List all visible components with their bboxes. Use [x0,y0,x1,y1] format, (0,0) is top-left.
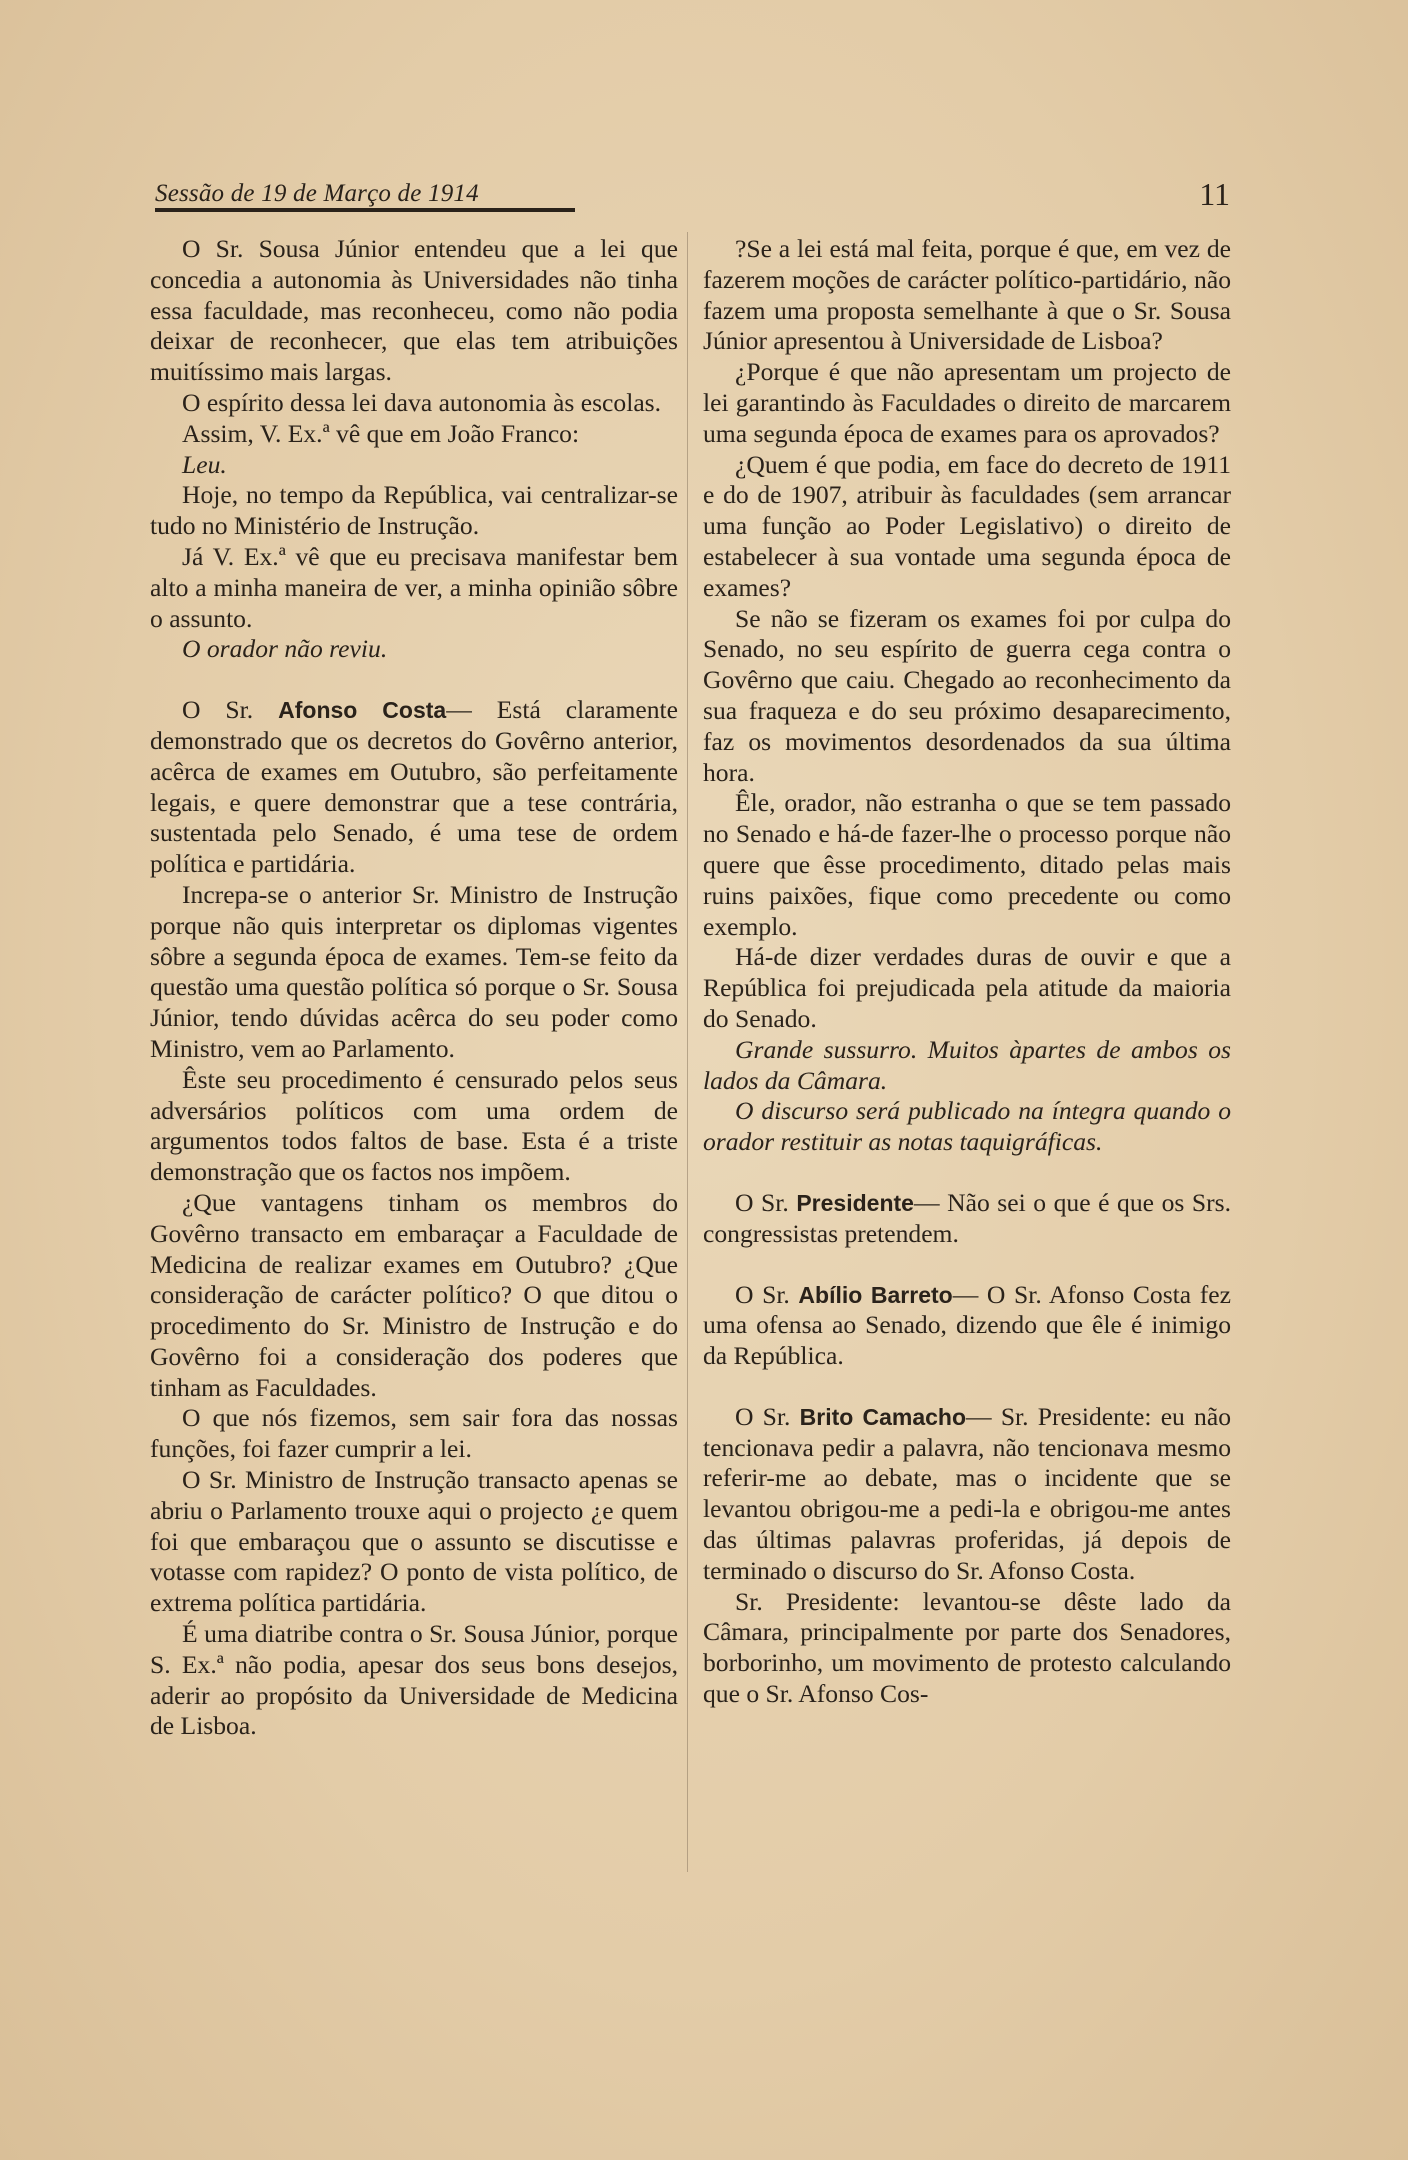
paragraph: ¿Que vantagens tinham os membros do Govêrno transacto em embaraçar a Faculdade de Medicina de realizar exames em Outubro? ¿Que consideração de carácter político? O que ditou o procedimento do Sr. Ministro de Instrução e do Govêrno foi a consideração dos poderes que tinham as Faculdades. [150,1187,678,1402]
stage-direction: Leu. [182,449,227,479]
paragraph: ¿Quem é que podia, em face do decreto de 1911 e do de 1907, atribuir às faculdades (sem arrancar uma função ao Poder Legislativo) o direito de estabelecer à sua vontade uma segunda época de exames? [703,449,1231,602]
paragraph: O espírito dessa lei dava autonomia às escolas. [182,387,662,417]
left-column [150,234,678,1742]
speech-text: — Não sei o que é que os Srs. congressistas pretendem. [703,1187,1231,1248]
speaker-name: Afonso Costa [278,697,447,724]
page-number: 11 [1199,176,1230,212]
stage-direction: O discurso será publicado na íntegra quando o orador restituir as notas taquigráficas. [703,1096,1231,1157]
speaker-name: Abílio Barreto [798,1281,953,1308]
stage-direction: Grande sussurro. Muitos àpartes de ambos os lados da Câmara. [703,1034,1231,1095]
speech-brito-camacho [703,1402,1231,1587]
paragraph: O que nós fizemos, sem sair fora das nossas funções, foi fazer cumprir a lei. [150,1403,678,1464]
paragraph: Assim, V. Ex.ª vê que em João Franco: [182,418,580,448]
right-column [703,234,1231,1710]
paragraph: Se não se fizeram os exames foi por culpa do Senado, no seu espírito de guerra cega contra o Govêrno que caiu. Chegado ao reconhecimento da sua fraqueza e do seu próximo desaparecimento, faz os movimentos desordenados da sua última hora. [703,603,1231,787]
paragraph: É uma diatribe contra o Sr. Sousa Júnior, porque S. Ex.ª não podia, apesar dos seus bons desejos, aderir ao propósito da Universidade de Medicina de Lisboa. [150,1619,678,1741]
paragraph: Êste seu procedimento é censurado pelos seus adversários políticos com uma ordem de argumentos todos faltos de base. Esta é a triste demonstração que os factos nos impõem. [150,1064,678,1187]
paragraph: Hoje, no tempo da República, vai centralizar-se tudo no Ministério de Instrução. [150,480,678,541]
speech-text: — Está claramente demonstrado que os decretos do Govêrno anterior, acêrca de exames em Outubro, são perfeitamente legais, e quere demonstrar que a tese contrária, sustentada pelo Senado, é uma tese de ordem política e partidária. [150,695,679,879]
header-rule [155,208,575,212]
paragraph: Increpa-se o anterior Sr. Ministro de Instrução porque não quis interpretar os diplomas vigentes sôbre a segunda época de exames. Tem-se feito da questão uma questão política só porque o Sr. Sousa Júnior, tendo dúvidas acêrca do seu poder como Ministro, vem ao Parlamento. [150,879,678,1063]
speech-afonso-costa [150,695,678,880]
column-divider [687,232,688,1872]
paragraph: ?Se a lei está mal feita, porque é que, em vez de fazerem moções de carácter político-partidário, não fazem uma proposta semelhante à que o Sr. Sousa Júnior apresentou à Universidade de Lisboa? [703,234,1231,356]
paragraph: ¿Porque é que não apresentam um projecto de lei garantindo às Faculdades o direito de marcarem uma segunda época de exames para os aprovados? [703,357,1231,448]
speaker-prefix: O Sr. [735,1187,797,1217]
paragraph: Sr. Presidente: levantou-se dêste lado da Câmara, principalmente por parte dos Senadores, borborinho, um movimento de protesto calculando que o Sr. Afonso Cos- [703,1586,1231,1709]
speech-text: — O Sr. Afonso Costa fez uma ofensa ao Senado, dizendo que êle é inimigo da República. [703,1279,1231,1371]
speech-abilio-barreto [703,1280,1231,1372]
session-title: Sessão de 19 de Março de 1914 [155,180,479,207]
paragraph: Há-de dizer verdades duras de ouvir e que a República foi prejudicada pela atitude da maioria do Senado. [703,942,1231,1033]
speaker-prefix: O Sr. [735,1401,800,1431]
speaker-prefix: O Sr. [182,695,279,725]
speech-text: — Sr. Presidente: eu não tencionava pedir a palavra, não tencionava mesmo referir-me ao debate, mas o incidente que se levantou obrigou-me a pedi-la e obrigou-me antes das últimas palavras proferidas, já depois de terminado o discurso do Sr. Afonso Costa. [703,1401,1231,1585]
speaker-prefix: O Sr. [735,1279,799,1309]
speaker-name: Presidente [796,1189,914,1216]
paragraph: O Sr. Ministro de Instrução transacto apenas se abriu o Parlamento trouxe aqui o projecto ¿e quem foi que embaraçou que o assunto se discutisse e votasse com rapidez? O ponto de vista político, de extrema política partidária. [150,1465,678,1618]
paragraph: Êle, orador, não estranha o que se tem passado no Senado e há-de fazer-lhe o processo porque não quere que êsse procedimento, ditado pelas mais ruins paixões, fique como precedente ou como exemplo. [703,788,1231,941]
speaker-name: Brito Camacho [799,1403,967,1430]
speech-presidente [703,1188,1231,1250]
paragraph: O Sr. Sousa Júnior entendeu que a lei que concedia a autonomia às Universidades não tinha essa faculdade, mas reconheceu, como não podia deixar de reconhecer, que elas tem atribuições muitíssimo mais largas. [150,234,678,387]
paragraph: Já V. Ex.ª vê que eu precisava manifestar bem alto a minha maneira de ver, a minha opinião sôbre o assunto. [150,541,678,633]
stage-direction: O orador não reviu. [182,634,388,664]
